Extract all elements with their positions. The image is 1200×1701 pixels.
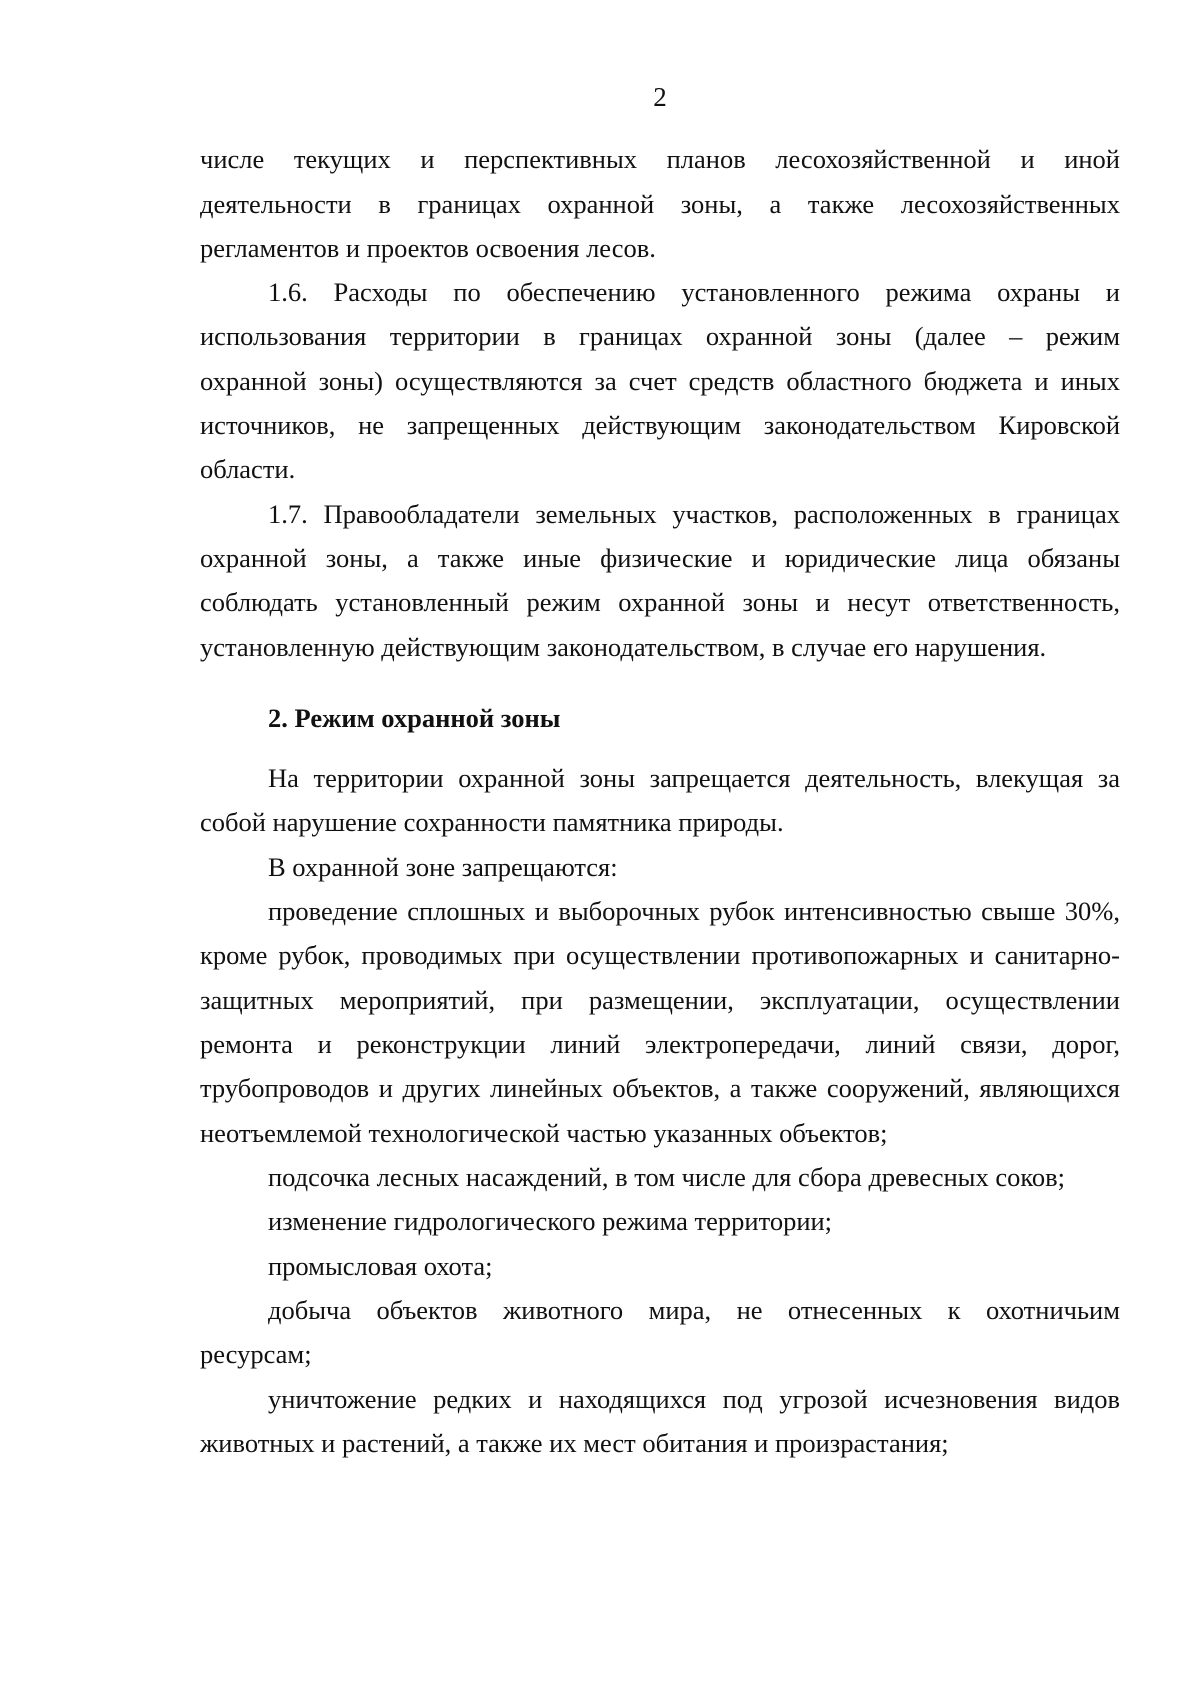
list-item-line: уничтожение редких и находящихся под угрозой исчезновения видов <box>268 1384 1120 1414</box>
text-line: ремонта и реконструкции линий электропередачи, линий связи, дорог, <box>200 1029 1120 1059</box>
text-line: области. <box>200 454 296 484</box>
page-number: 2 <box>653 82 667 112</box>
list-item-line: добыча объектов животного мира, не отнесенных к охотничьим <box>268 1295 1120 1325</box>
text-line: источников, не запрещенных действующим законодательством Кировской <box>200 410 1120 440</box>
text-line: регламентов и проектов освоения лесов. <box>200 233 656 263</box>
text-line: охранной зоны, а также иные физические и юридические лица обязаны <box>200 543 1120 573</box>
paragraph-1-7-line: 1.7. Правообладатели земельных участков, расположенных в границах <box>268 499 1120 529</box>
text-line: охранной зоны) осуществляются за счет средств областного бюджета и иных <box>200 366 1120 396</box>
list-item-line: подсочка лесных насаждений, в том числе для сбора древесных соков; <box>268 1162 1066 1192</box>
text-line: защитных мероприятий, при размещении, эксплуатации, осуществлении <box>200 985 1120 1015</box>
text-line: В охранной зоне запрещаются: <box>268 852 618 882</box>
text-line: соблюдать установленный режим охранной зоны и несут ответственность, <box>200 587 1120 617</box>
text-line: кроме рубок, проводимых при осуществлении противопожарных и санитарно- <box>200 940 1120 970</box>
text-line: собой нарушение сохранности памятника природы. <box>200 807 784 837</box>
list-item-line: промысловая охота; <box>268 1251 493 1281</box>
text-line: использования территории в границах охранной зоны (далее – режим <box>200 321 1120 351</box>
text-line: деятельности в границах охранной зоны, а также лесохозяйственных <box>200 189 1120 219</box>
paragraph-1-6-line: 1.6. Расходы по обеспечению установленного режима охраны и <box>268 277 1120 307</box>
text-line: установленную действующим законодательством, в случае его нарушения. <box>200 632 1047 662</box>
text-line: неотъемлемой технологической частью указанных объектов; <box>200 1118 888 1148</box>
text-line: трубопроводов и других линейных объектов, а также сооружений, являющихся <box>200 1073 1120 1103</box>
list-item-line: изменение гидрологического режима территории; <box>268 1206 833 1236</box>
text-line: На территории охранной зоны запрещается деятельность, влекущая за <box>268 763 1120 793</box>
text-line: числе текущих и перспективных планов лесохозяйственной и иной <box>200 144 1120 174</box>
text-line: ресурсам; <box>200 1339 312 1369</box>
list-item-line: проведение сплошных и выборочных рубок интенсивностью свыше 30%, <box>268 896 1120 926</box>
section-heading: 2. Режим охранной зоны <box>268 703 561 733</box>
text-line: животных и растений, а также их мест обитания и произрастания; <box>200 1428 949 1458</box>
